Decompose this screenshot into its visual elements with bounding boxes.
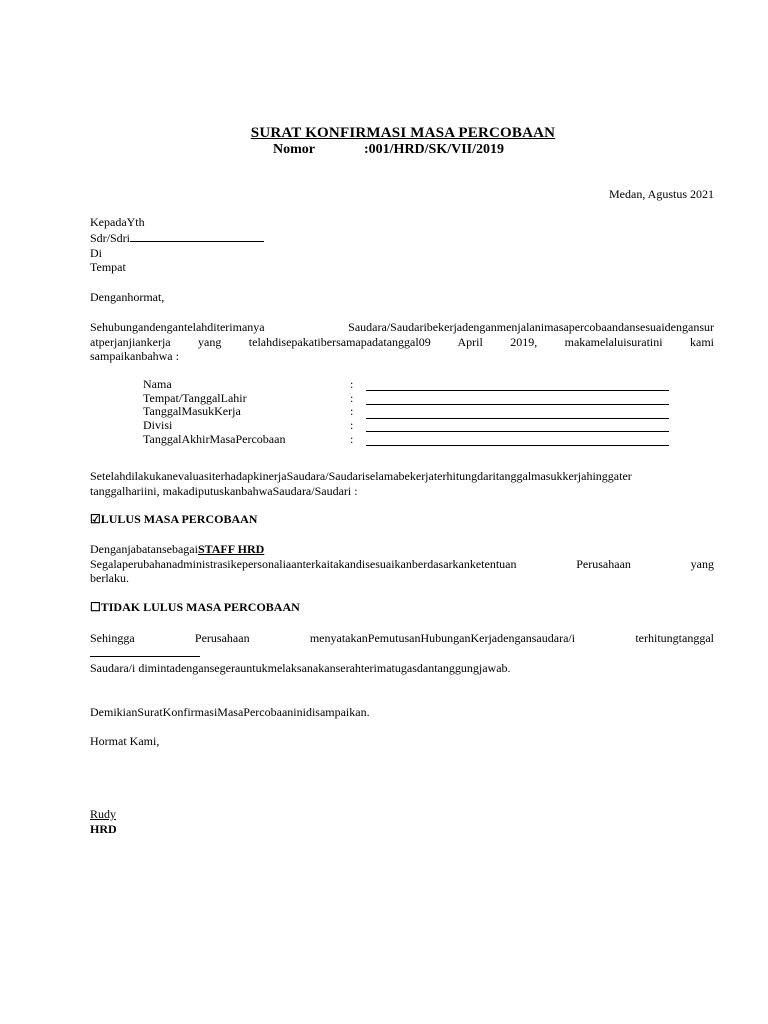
field-label-ttl: Tempat/TanggalLahir [143,391,247,405]
recipient-line-2 [90,231,264,245]
intro-line-2: atperjanjiankerja yang telahdisepakatibersamapadatanggal09 April 2019, makamelaluisuratini kami [90,335,714,349]
pass-line-3: berlaku. [90,571,129,585]
evaluation-line-1: SetelahdilakukanevaluasiterhadapkinerjaSaudara/Saudariselamabekerjaterhitungdaritanggalmasukkerjahinggater [90,469,632,483]
field-label-akhir: TanggalAkhirMasaPercobaan [143,432,286,446]
field-colon: : [350,404,354,418]
fail-line-2: Saudara/i dimintadengansegerauntukmelaksanakanserahterimatugasdantanggungjawab. [90,661,511,675]
field-colon: : [350,432,354,446]
recipient-name-blank [130,241,264,242]
pass-position: STAFF HRD [197,542,265,556]
field-blank-ttl [366,404,669,405]
salutation: Denganhormat, [90,290,165,304]
letter-title: SURAT KONFIRMASI MASA PERCOBAAN [250,125,556,141]
recipient-sdr-label: Sdr/Sdri [90,231,131,245]
intro-line-3: sampaikanbahwa : [90,349,179,363]
field-blank-akhir [366,445,669,446]
place-date: Medan, Agustus 2021 [609,187,714,201]
fail-option: ☐TIDAK LULUS MASA PERCOBAAN [90,600,300,614]
field-blank-nama [366,390,669,391]
pass-text-prefix: Denganjabatansebagai [90,542,198,556]
signer-title: HRD [90,822,117,836]
field-blank-masuk [366,418,669,419]
pass-option: ☑LULUS MASA PERCOBAAN [90,512,258,526]
field-colon: : [350,391,354,405]
recipient-line-1: KepadaYth [90,215,145,229]
closing-text: DemikianSuratKonfirmasiMasaPercobaaninidisampaikan. [90,705,370,719]
nomor-value: :001/HRD/SK/VII/2019 [364,142,505,157]
intro-line-1: Sehubungandengantelahditerimanya Saudara/Saudaribekerjadenganmenjalanimasapercobaandansesuaidengansur [90,320,714,334]
field-colon: : [350,418,354,432]
pass-line-2: Segalaperubahanadministrasikepersonaliaanterkaitakandisesuaikanberdasarkanketentuan Perusahaan yang [90,557,714,571]
recipient-line-3: Di [90,246,102,260]
pass-line-1 [90,542,264,556]
recipient-line-4: Tempat [90,260,126,274]
field-label-masuk: TanggalMasukKerja [143,404,241,418]
regards: Hormat Kami, [90,734,160,748]
field-label-divisi: Divisi [143,418,173,432]
fail-line-1: Sehingga Perusahaan menyatakanPemutusanHubunganKerjadengansaudara/i terhitungtanggal [90,631,714,645]
signer-name: Rudy [90,807,117,821]
field-colon: : [350,377,354,391]
fail-date-blank [90,656,200,657]
field-blank-divisi [366,431,669,432]
field-label-nama: Nama [143,377,172,391]
evaluation-line-2: tanggalhariini, makadiputuskanbahwaSaudara/Saudari : [90,484,358,498]
nomor-label: Nomor [273,142,315,157]
